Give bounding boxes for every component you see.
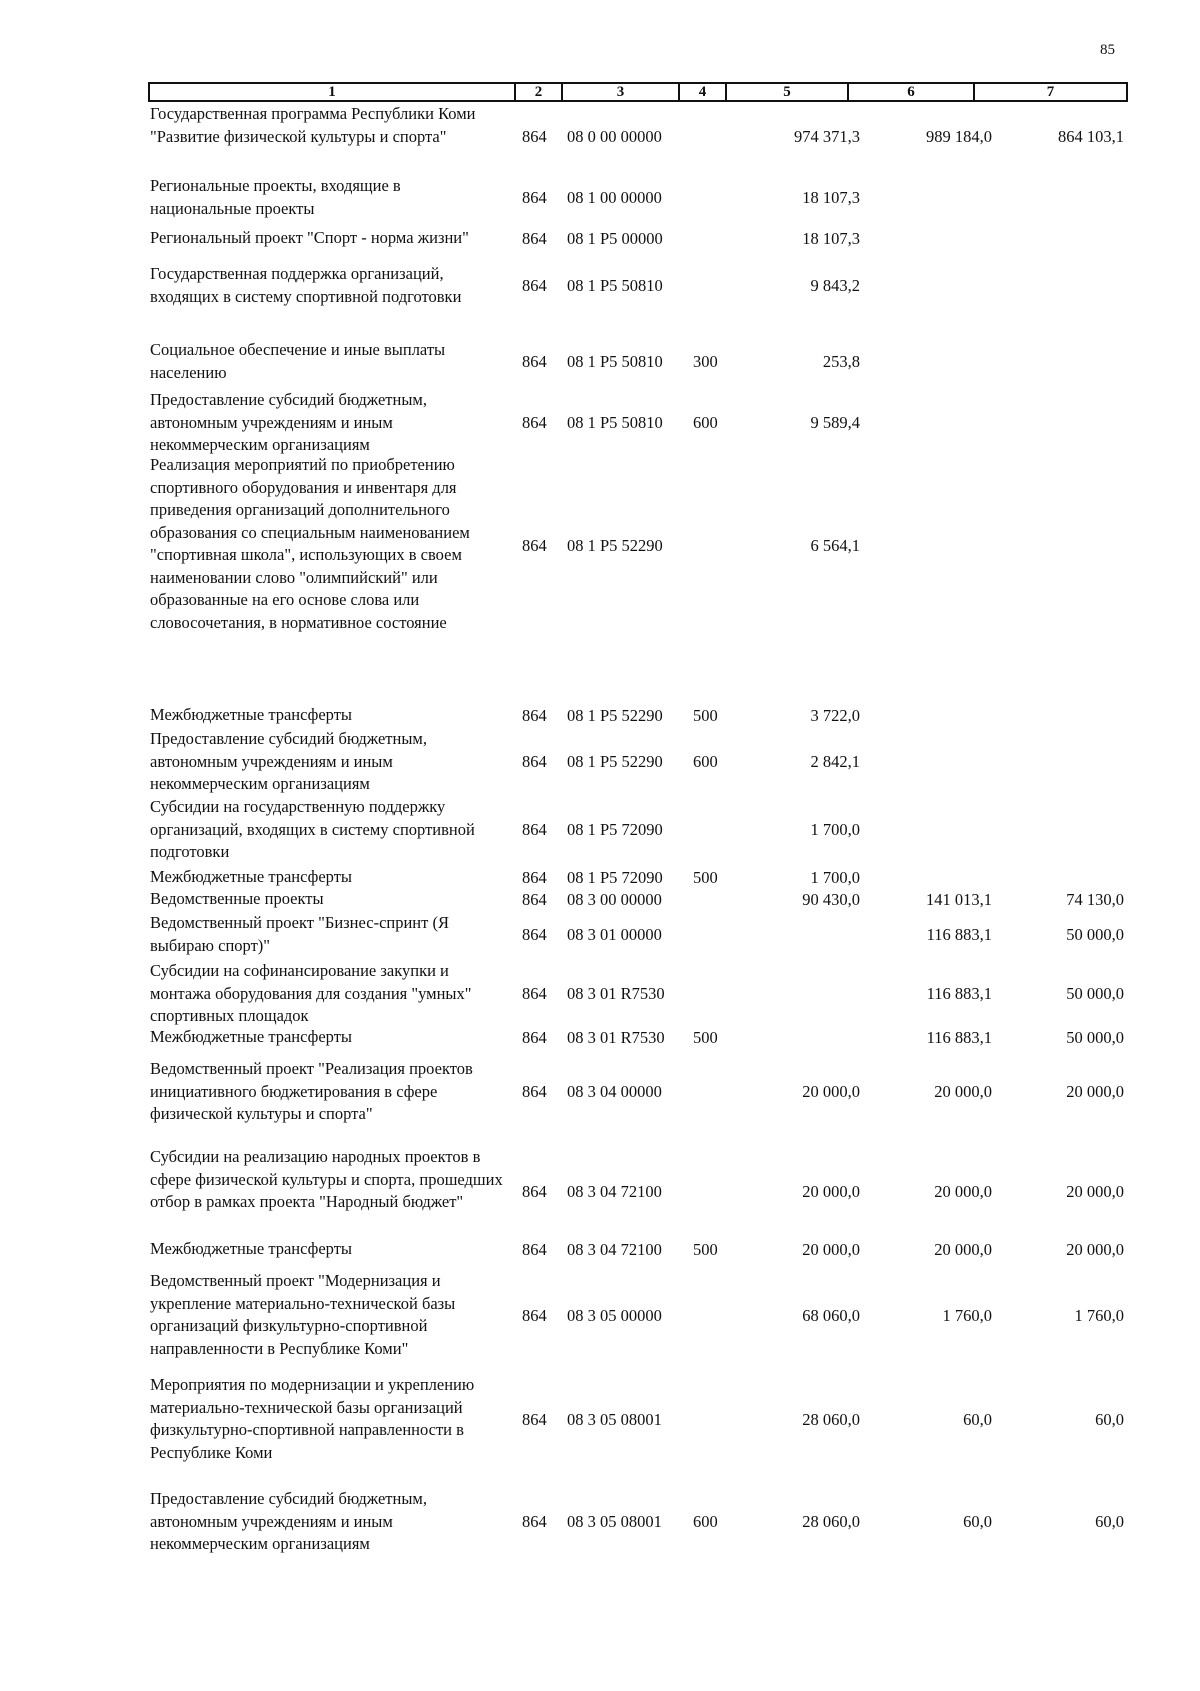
row-amount-col6: 20 000,0	[934, 1182, 992, 1201]
row-csr: 08 3 04 72100	[567, 1240, 662, 1259]
row-amount-col6	[900, 866, 992, 890]
row-amount-col6	[900, 454, 992, 638]
row-amount-col5: 20 000,0	[802, 1182, 860, 1201]
row-amount-col7: 50 000,0	[1066, 925, 1124, 944]
header-col-7: 7	[1046, 84, 1055, 100]
row-amount-col5: 28 060,0	[802, 1512, 860, 1531]
row-ved: 864	[522, 1512, 547, 1531]
header-col-4: 4	[698, 84, 707, 100]
row-name: Предоставление субсидий бюджетным, автономным учреждениям и иным некоммерческим организациям	[150, 390, 427, 454]
row-amount-col6	[900, 263, 992, 309]
row-ved: 864	[522, 229, 547, 248]
row-amount-col5: 9 589,4	[810, 413, 860, 432]
row-ved: 864	[522, 1182, 547, 1201]
row-amount-col7: 20 000,0	[1066, 1240, 1124, 1259]
row-amount-col5: 2 842,1	[810, 752, 860, 771]
row-name: Межбюджетные трансферты	[150, 705, 353, 724]
row-amount-col7	[1030, 454, 1124, 638]
row-amount-col6: 20 000,0	[934, 1240, 992, 1259]
row-amount-col6: 141 013,1	[926, 890, 992, 909]
row-ved: 864	[522, 1240, 547, 1259]
row-csr: 08 3 04 00000	[567, 1082, 662, 1101]
row-ved: 864	[522, 1082, 547, 1101]
row-amount-col7: 20 000,0	[1066, 1082, 1124, 1101]
row-ved: 864	[522, 706, 547, 725]
row-csr: 08 1 Р5 52290	[567, 536, 663, 555]
row-name: Субсидии на государственную поддержку организаций, входящих в систему спортивной подготовки	[150, 797, 475, 861]
row-csr: 08 3 05 08001	[567, 1512, 662, 1531]
row-amount-col6	[900, 728, 992, 796]
header-col-3: 3	[616, 84, 625, 100]
row-csr: 08 1 Р5 50810	[567, 413, 663, 432]
row-name: Предоставление субсидий бюджетным, автономным учреждениям и иным некоммерческим организациям	[150, 729, 427, 793]
row-amount-col7	[1030, 339, 1124, 385]
table-row	[0, 175, 1200, 221]
row-amount-col7: 864 103,1	[1058, 127, 1124, 146]
row-amount-col7	[1030, 175, 1124, 221]
row-amount-col7: 20 000,0	[1066, 1182, 1124, 1201]
row-csr: 08 1 Р5 72090	[567, 820, 663, 839]
row-amount-col7	[1030, 866, 1124, 890]
row-name: Субсидии на реализацию народных проектов в сфере физической культуры и спорта, прошедших отбор в рамках проекта "Народный бюджет"	[150, 1147, 503, 1211]
row-csr: 08 0 00 00000	[567, 127, 662, 146]
row-amount-col7: 74 130,0	[1066, 890, 1124, 909]
table-row	[0, 888, 1200, 912]
table-row	[0, 866, 1200, 890]
row-vr: 500	[693, 1028, 718, 1047]
row-amount-col7: 50 000,0	[1066, 984, 1124, 1003]
row-ved: 864	[522, 413, 547, 432]
row-vr: 500	[693, 1240, 718, 1259]
row-vr: 500	[693, 868, 718, 887]
row-vr: 600	[693, 413, 718, 432]
row-ved: 864	[522, 868, 547, 887]
row-amount-col5: 6 564,1	[810, 536, 860, 555]
row-ved: 864	[522, 1306, 547, 1325]
row-csr: 08 3 01 00000	[567, 925, 662, 944]
row-csr: 08 3 05 00000	[567, 1306, 662, 1325]
row-name: Предоставление субсидий бюджетным, автономным учреждениям и иным некоммерческим организациям	[150, 1489, 427, 1553]
row-amount-col6: 60,0	[963, 1410, 992, 1429]
row-csr: 08 3 00 00000	[567, 890, 662, 909]
row-name: Межбюджетные трансферты	[150, 1027, 353, 1046]
row-amount-col5: 68 060,0	[802, 1306, 860, 1325]
row-name: Реализация мероприятий по приобретению спортивного оборудования и инвентаря для приведения организаций дополнительного образования со специальным наименованием "спортивная школа", использующих в своем наименовании слово "олимпийский" или образованные на его основе слова или словосочетания, в нормативное состояние	[150, 455, 470, 632]
row-amount-col6: 20 000,0	[934, 1082, 992, 1101]
row-ved: 864	[522, 752, 547, 771]
row-name: Ведомственный проект "Реализация проектов инициативного бюджетирования в сфере физической культуры и спорта"	[150, 1059, 473, 1123]
row-amount-col7	[1030, 263, 1124, 309]
table-row	[0, 454, 1200, 638]
row-amount-col5: 28 060,0	[802, 1410, 860, 1429]
row-amount-col6: 116 883,1	[926, 1028, 992, 1047]
row-amount-col7	[1030, 389, 1124, 457]
row-amount-col5: 90 430,0	[802, 890, 860, 909]
table-row	[0, 912, 1200, 958]
row-amount-col7: 60,0	[1095, 1410, 1124, 1429]
row-vr: 600	[693, 1512, 718, 1531]
row-amount-col6	[900, 227, 992, 251]
row-csr: 08 3 01 R7530	[567, 1028, 665, 1047]
row-amount-col5	[770, 912, 860, 958]
row-amount-col5: 974 371,3	[794, 127, 860, 146]
row-amount-col7: 60,0	[1095, 1512, 1124, 1531]
row-csr: 08 1 Р5 52290	[567, 752, 663, 771]
row-amount-col5: 18 107,3	[802, 229, 860, 248]
row-name: Ведомственные проекты	[150, 889, 324, 908]
row-name: Региональные проекты, входящие в национальные проекты	[150, 176, 401, 218]
row-name: Государственная поддержка организаций, входящих в систему спортивной подготовки	[150, 264, 462, 306]
row-amount-col6: 116 883,1	[926, 925, 992, 944]
row-csr: 08 1 Р5 50810	[567, 352, 663, 371]
row-csr: 08 1 Р5 00000	[567, 229, 663, 248]
row-amount-col7	[1030, 227, 1124, 251]
row-amount-col7: 1 760,0	[1074, 1306, 1124, 1325]
row-amount-col6	[900, 796, 992, 864]
row-amount-col5: 20 000,0	[802, 1082, 860, 1101]
row-amount-col5	[770, 960, 860, 1028]
row-name: Мероприятия по модернизации и укреплению материально-технической базы организаций физкультурно-спортивной направленности в Республике Коми	[150, 1375, 475, 1462]
row-csr: 08 3 01 R7530	[567, 984, 665, 1003]
row-amount-col5: 20 000,0	[802, 1240, 860, 1259]
header-col-2: 2	[534, 84, 543, 100]
row-name: Межбюджетные трансферты	[150, 1239, 353, 1258]
row-name: Ведомственный проект "Модернизация и укрепление материально-технической базы организаций физкультурно-спортивной направленности в Республике Коми"	[150, 1271, 456, 1358]
row-ved: 864	[522, 536, 547, 555]
row-ved: 864	[522, 984, 547, 1003]
table-header	[148, 82, 1128, 102]
row-amount-col7	[1030, 728, 1124, 796]
row-csr: 08 3 04 72100	[567, 1182, 662, 1201]
table-row	[0, 1374, 1200, 1466]
row-ved: 864	[522, 1028, 547, 1047]
table-row	[0, 1026, 1200, 1050]
row-amount-col5: 18 107,3	[802, 188, 860, 207]
row-ved: 864	[522, 127, 547, 146]
row-name: Социальное обеспечение и иные выплаты населению	[150, 340, 446, 382]
row-amount-col6	[900, 389, 992, 457]
row-csr: 08 3 05 08001	[567, 1410, 662, 1429]
row-ved: 864	[522, 925, 547, 944]
row-name: Субсидии на софинансирование закупки и монтажа оборудования для создания "умных" спортивных площадок	[150, 961, 472, 1025]
row-csr: 08 1 Р5 50810	[567, 276, 663, 295]
row-vr: 500	[693, 706, 718, 725]
row-ved: 864	[522, 1410, 547, 1429]
row-amount-col7	[1030, 704, 1124, 728]
row-amount-col5: 1 700,0	[810, 868, 860, 887]
row-amount-col7	[1030, 796, 1124, 864]
row-amount-col6: 1 760,0	[942, 1306, 992, 1325]
table-row	[0, 960, 1200, 1028]
row-amount-col5: 253,8	[822, 352, 860, 371]
row-amount-col6	[900, 175, 992, 221]
row-amount-col6: 989 184,0	[926, 127, 992, 146]
table-row	[0, 796, 1200, 864]
row-ved: 864	[522, 890, 547, 909]
row-name: Региональный проект "Спорт - норма жизни"	[150, 228, 469, 247]
table-row	[0, 728, 1200, 796]
row-name: Межбюджетные трансферты	[150, 867, 353, 886]
table-row	[0, 339, 1200, 385]
row-ved: 864	[522, 820, 547, 839]
row-amount-col5: 1 700,0	[810, 820, 860, 839]
row-amount-col7: 50 000,0	[1066, 1028, 1124, 1047]
row-ved: 864	[522, 188, 547, 207]
row-amount-col6	[900, 704, 992, 728]
row-vr: 300	[693, 352, 718, 371]
table-row	[0, 1146, 1200, 1238]
table-row	[0, 103, 1200, 171]
row-amount-col5: 9 843,2	[810, 276, 860, 295]
table-row	[0, 263, 1200, 309]
row-vr: 600	[693, 752, 718, 771]
row-ved: 864	[522, 276, 547, 295]
table-row	[0, 389, 1200, 457]
header-col-5: 5	[783, 84, 791, 100]
table-row	[0, 704, 1200, 728]
row-amount-col5: 3 722,0	[810, 706, 860, 725]
row-ved: 864	[522, 352, 547, 371]
row-name: Ведомственный проект "Бизнес-спринт (Я выбираю спорт)"	[150, 913, 449, 955]
row-name: Государственная программа Республики Коми "Развитие физической культуры и спорта"	[150, 104, 476, 146]
table-row	[0, 1488, 1200, 1556]
header-col-1: 1	[328, 84, 336, 100]
row-amount-col6: 60,0	[963, 1512, 992, 1531]
table-row	[0, 1238, 1200, 1262]
table-row	[0, 227, 1200, 251]
page-number: 85	[1100, 42, 1115, 58]
row-amount-col5	[770, 1026, 860, 1050]
row-amount-col6: 116 883,1	[926, 984, 992, 1003]
table-row	[0, 1270, 1200, 1362]
table-row	[0, 1058, 1200, 1126]
row-csr: 08 1 Р5 72090	[567, 868, 663, 887]
header-col-6: 6	[907, 84, 915, 100]
row-amount-col6	[900, 339, 992, 385]
row-csr: 08 1 00 00000	[567, 188, 662, 207]
row-csr: 08 1 Р5 52290	[567, 706, 663, 725]
